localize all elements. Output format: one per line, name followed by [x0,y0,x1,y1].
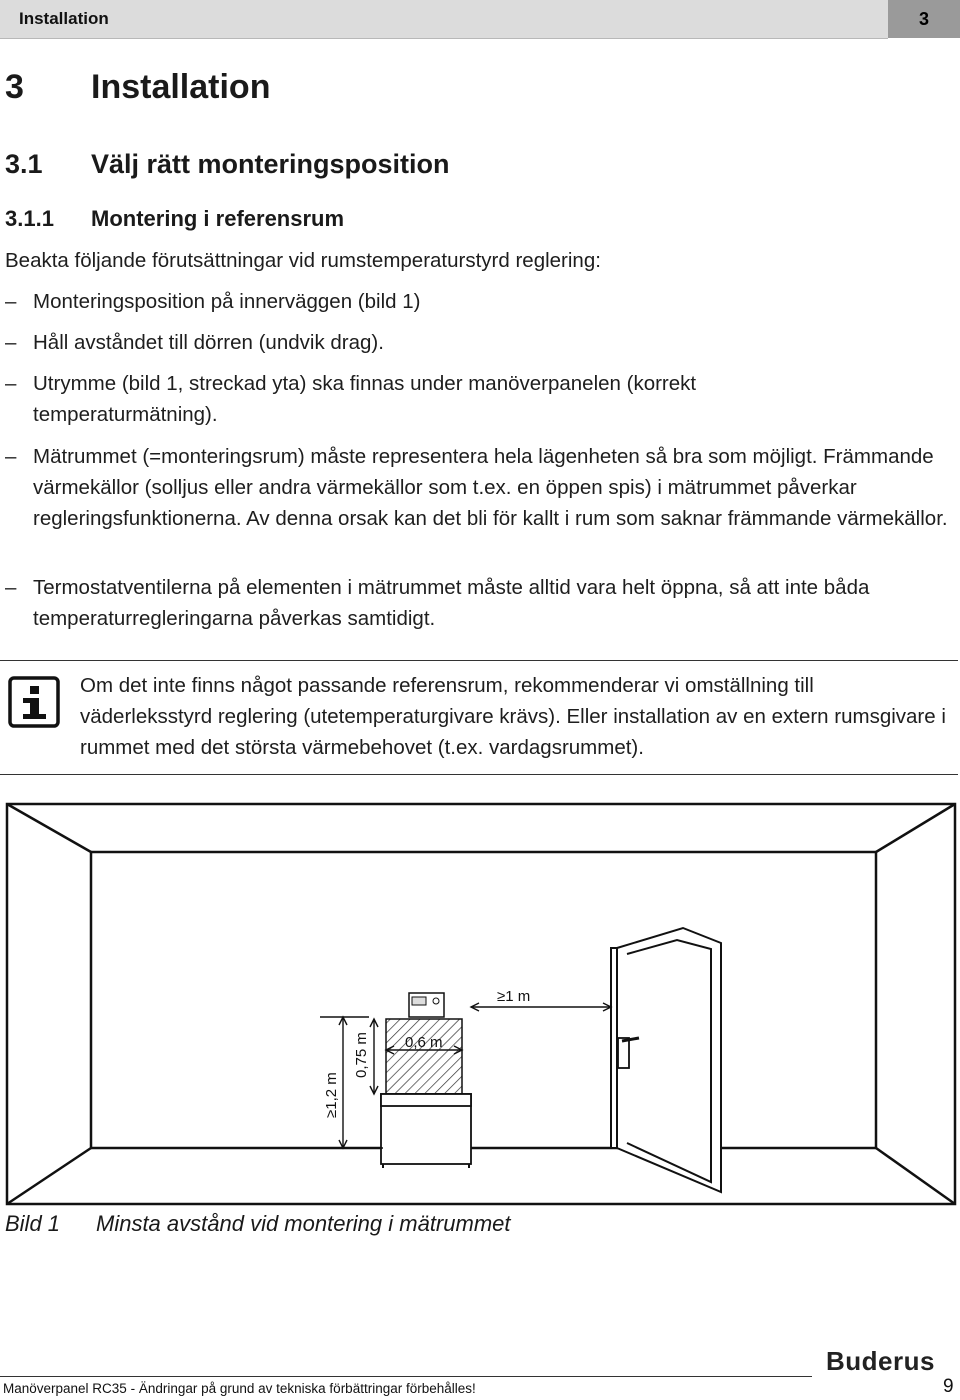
door [611,928,721,1192]
list-dash: – [5,290,17,313]
chapter-tab [888,0,960,38]
list-item-text: Monteringsposition på innerväggen (bild 1) [33,290,421,313]
list-item-text: Termostatventilerna på elementen i mätrummet måste alltid vara helt öppna, så att inte båda temperaturregleringarna påverkas samtidigt. [33,576,870,630]
list-item-text: Håll avståndet till dörren (undvik drag). [33,331,384,354]
dim-door-label: ≥1 m [497,988,531,1005]
room-figure [5,800,957,1208]
heading-1-number: 3 [5,68,24,106]
list-dash: – [5,372,17,395]
list-item-text: Mätrummet (=monteringsrum) måste representera hela lägenheten så bra som möjligt. Främmande värmekällor (solljus eller andra värmekällor som t.ex. en öppen spis) i mätrummet påverkar regleringsfunktionerna. Av denna orsak kan det bli för kallt i rum som saknar främmande värmekällor. [33,445,948,530]
list-dash: – [5,331,17,354]
running-header-title: Installation [19,9,109,28]
info-rule-top [0,660,958,661]
figure-caption-label: Bild 1 [5,1211,61,1236]
info-icon [8,676,60,728]
list-item-text: Utrymme (bild 1, streckad yta) ska finnas under manöverpanelen (korrekt temperaturmätning). [33,372,697,426]
info-rule-bottom [0,774,958,775]
brand-logo: Buderus [826,1346,935,1376]
room-outline [7,804,955,1204]
running-header [0,0,888,39]
list-dash: – [5,576,17,599]
heading-1-text: Installation [91,68,271,106]
footer-text: Manöverpanel RC35 - Ändringar på grund av tekniska förbättringar förbehålles! [3,1381,476,1396]
dim-height-label: ≥1,2 m [323,1072,340,1118]
intro-paragraph: Beakta följande förutsättningar vid rumstemperaturstyrd reglering: [5,249,601,272]
heading-2-text: Välj rätt monteringsposition [91,149,450,179]
dim-space-label: 0,75 m [353,1032,370,1078]
info-note-text: Om det inte finns något passande referensrum, rekommenderar vi omställning till väderleksstyrd reglering (utetemperaturgivare krävs). Eller installation av en extern rumsgivare i rummet med det största värmebehovet (t.ex. vardagsrummet). [80,674,946,759]
heading-3-number: 3.1.1 [5,206,54,231]
chapter-number: 3 [918,9,929,29]
page-number: 9 [943,1376,954,1397]
dim-width-label: 0,6 m [405,1034,443,1051]
heading-2-number: 3.1 [5,149,43,179]
panel-area [381,993,471,1168]
heading-3-text: Montering i referensrum [91,206,345,231]
figure-caption-text: Minsta avstånd vid montering i mätrummet [96,1211,511,1236]
list-dash: – [5,445,17,468]
footer-rule [0,1376,812,1377]
